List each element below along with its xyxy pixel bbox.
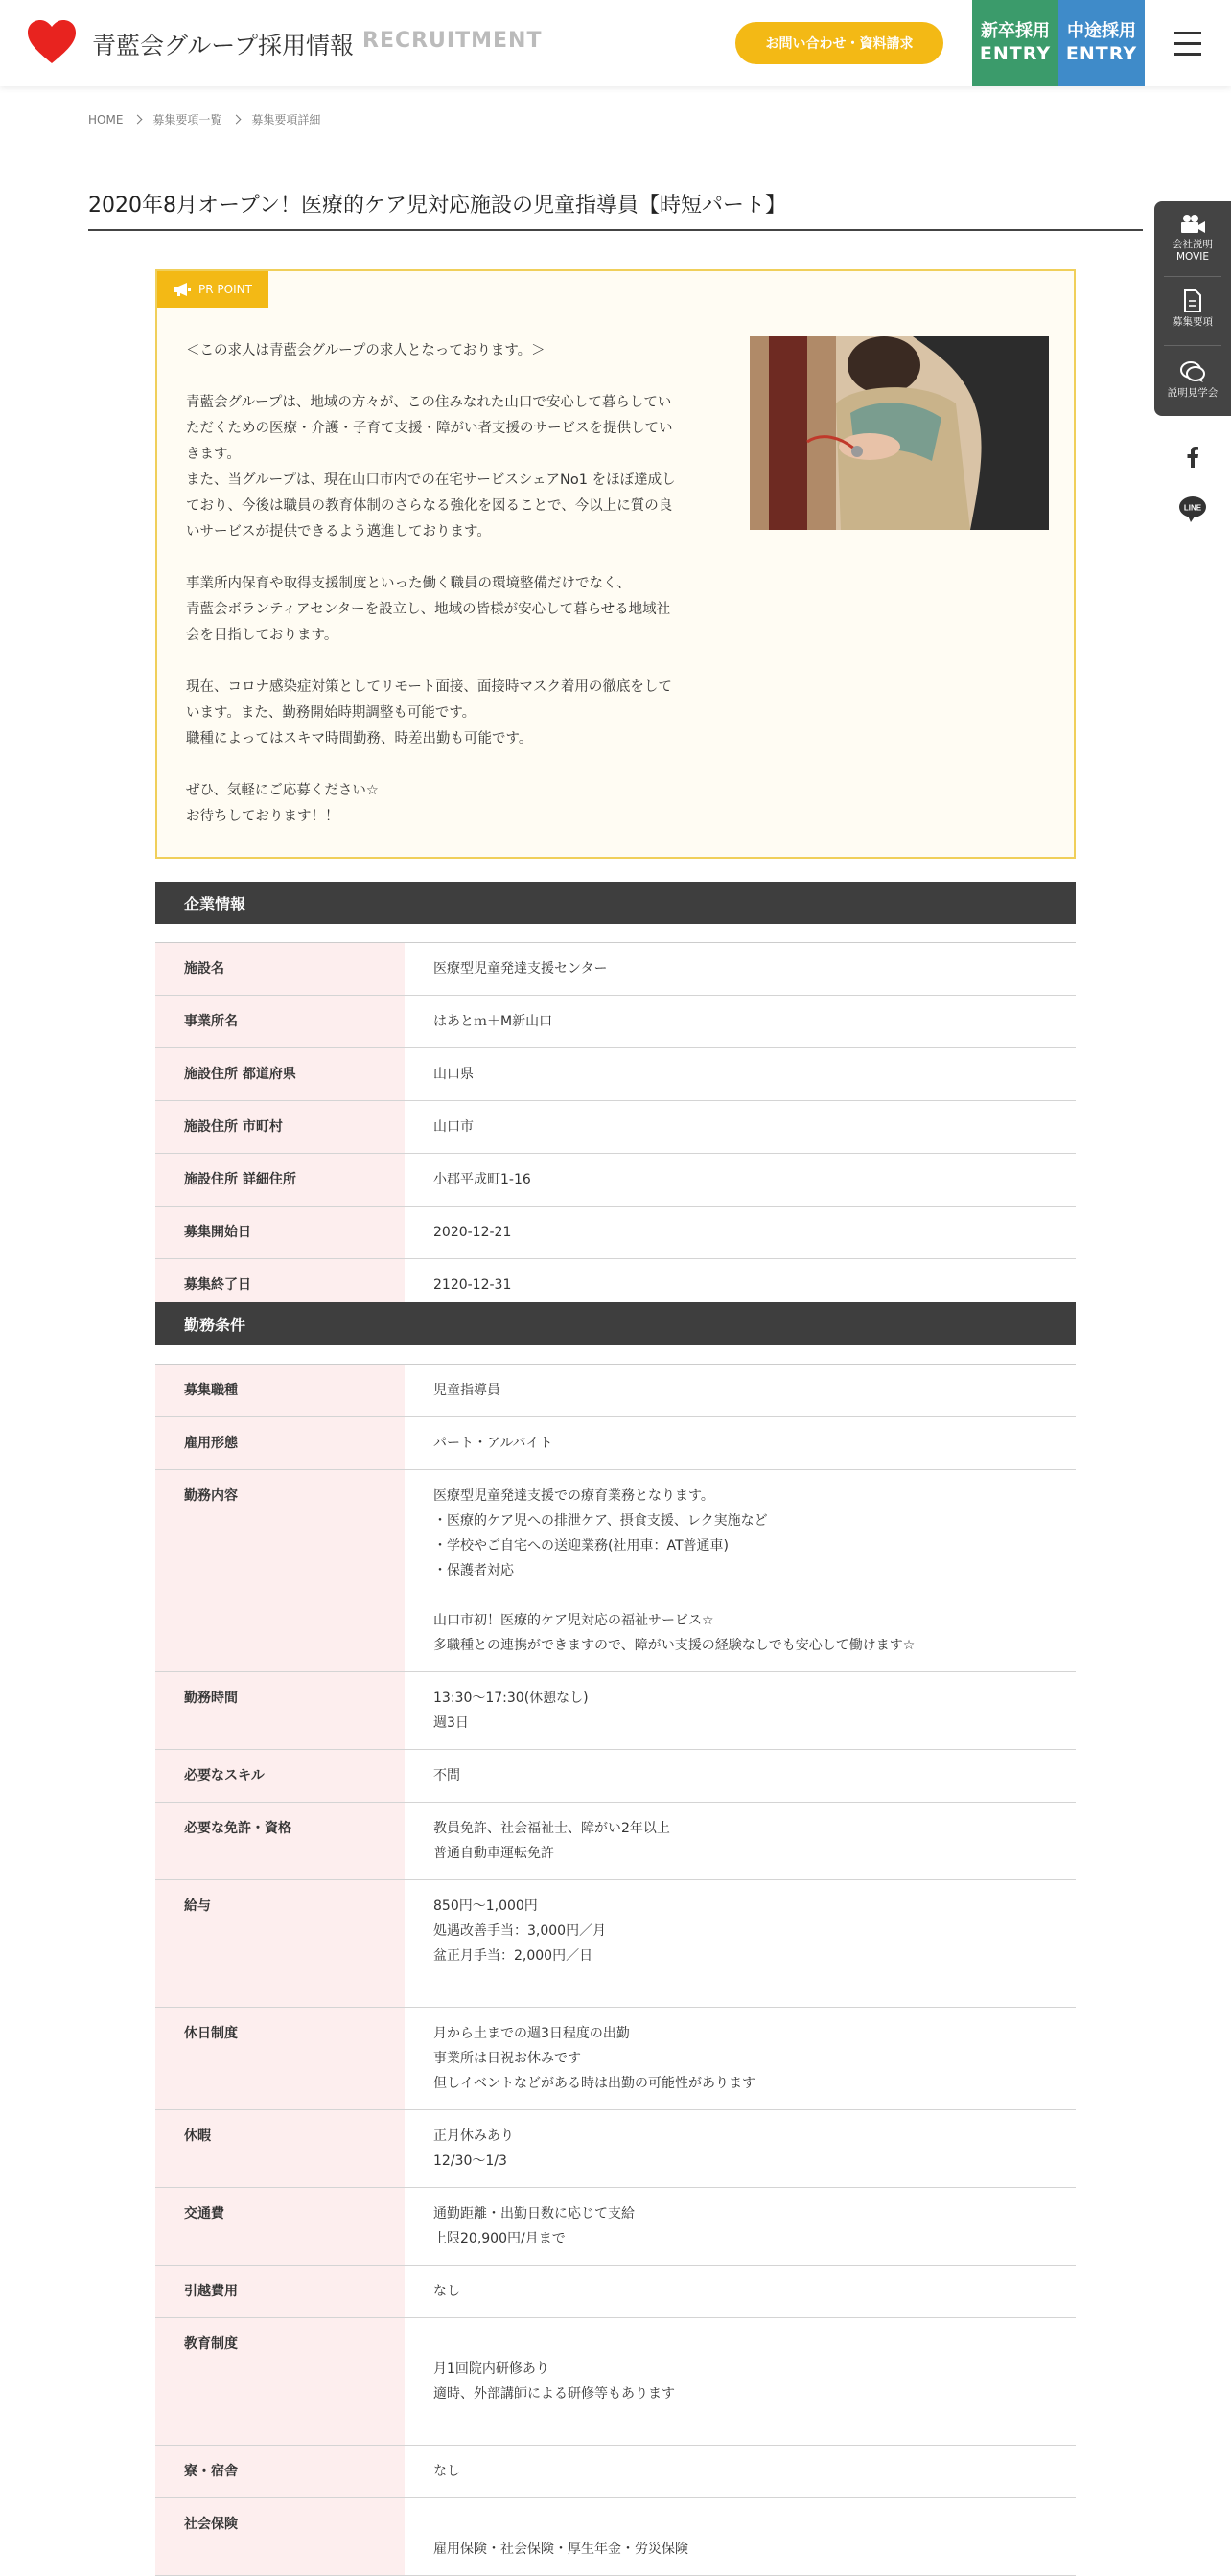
row-value-line [433,2406,1047,2431]
row-label: 事業所名 [155,996,405,1047]
row-value [405,2188,1076,2265]
row-label: 施設住所 詳細住所 [155,1154,405,1206]
row-value [405,1048,1076,1100]
mid-career-entry-button[interactable] [1058,0,1145,86]
megaphone-icon [174,283,191,296]
row-label: 施設住所 都道府県 [155,1048,405,1100]
row-value-line: 多職種との連携ができますので、障がい支援の経験なしでも安心して働けます☆ [433,1638,916,1653]
row-value-line: 週3日 [433,1715,469,1731]
row-value-line: ・学校やご自宅への送迎業務(社用車：AT普通車) [433,1538,729,1553]
row-label: 引越費用 [155,2266,405,2317]
row-value-line: 事業所は日祝お休みです [433,2051,581,2066]
row-value-line: 2020-12-21 [433,1225,512,1240]
pr-point-label: PR POINT [198,283,252,296]
work-conditions-heading: 勤務条件 [155,1302,1076,1345]
side-movie-sub: MOVIE [1175,251,1210,263]
row-label: 社会保険 [155,2498,405,2575]
row-label: 寮・宿舎 [155,2446,405,2497]
pr-paragraph-line: ＜この求人は青藍会グループの求人となっております。＞ [186,343,546,358]
row-value [405,996,1076,1047]
pr-paragraph-line: また、当グループは、現在山口市内での在宅サービスシェアNo1 をほぼ達成し [186,472,676,488]
row-label: 募集職種 [155,1365,405,1416]
pr-paragraph-line: 職種によってはスキマ時間勤務、時差出勤も可能です。 [186,731,533,747]
row-label: 施設住所 市町村 [155,1101,405,1153]
row-value-line: ・医療的ケア児への排泄ケア、摂食支援、レク実施など [433,1513,768,1529]
pr-paragraph-line: ただくための医療・介護・子育て支援・障がい者支援のサービスを提供してい [186,421,673,436]
table-row [155,943,1076,996]
row-label: 募集終了日 [155,1259,405,1311]
site-title[interactable]: 青藍会グループ採用情報 [92,32,355,59]
row-value-line [433,1968,1047,1993]
table-row [155,1365,1076,1417]
row-label: 勤務内容 [155,1470,405,1671]
work-conditions-table [155,1364,1076,2576]
pr-paragraph-line: ており、今後は職員の教育体制のさらなる強化を図ることで、今以上に質の良 [186,498,673,514]
row-label: 施設名 [155,943,405,995]
entry-mid-sub: ENTRY [1065,43,1138,65]
row-label: 必要なスキル [155,1750,405,1802]
site-header [0,0,1231,86]
pr-point-badge [157,271,268,308]
table-row [155,1048,1076,1101]
table-row [155,2110,1076,2188]
pr-paragraph-line: きます。 [186,447,241,462]
row-label: 雇用形態 [155,1417,405,1469]
breadcrumb [88,111,320,127]
pr-paragraph-line: 現在、コロナ感染症対策としてリモート面接、面接時マスク着用の徹底をして [186,679,672,695]
row-value-line: 不問 [433,1768,460,1783]
pr-paragraph-line [186,649,704,675]
table-row [155,1417,1076,1470]
pr-paragraph-line [186,752,704,778]
breadcrumb-current: 募集要項詳細 [251,113,321,126]
chevron-right-icon [232,115,242,125]
table-row [155,2318,1076,2446]
pr-paragraph-line: お待ちしております！！ [186,809,339,824]
new-graduate-entry-button[interactable] [972,0,1058,86]
contact-button[interactable]: お問い合わせ・資料請求 [735,22,943,64]
row-label: 休暇 [155,2110,405,2187]
pr-paragraph-line: 青藍会グループは、地域の方々が、この住みなれた山口で安心して暮らしてい [186,395,672,410]
table-row [155,1207,1076,1259]
row-value [405,1672,1076,1749]
entry-new-sub: ENTRY [979,43,1052,65]
side-navigation [1154,201,1231,416]
row-value [405,943,1076,995]
row-value-line: 山口市初！医療的ケア児対応の福祉サービス☆ [433,1613,714,1628]
row-value-line: 教員免許、社会福祉士、障がい2年以上 [433,1821,670,1836]
table-row [155,2188,1076,2266]
chevron-right-icon [133,115,143,125]
row-value-line: 処遇改善手当：3,000円／月 [433,1923,607,1939]
row-value-line [433,1583,1047,1608]
table-row [155,1880,1076,2008]
hamburger-menu-icon[interactable] [1163,27,1213,61]
pr-paragraph-line: 会を目指しております。 [186,628,338,643]
chat-bubbles-icon [1179,360,1206,383]
video-camera-icon [1179,214,1206,235]
row-value-line: 12/30～1/3 [433,2153,507,2169]
table-row [155,2498,1076,2576]
table-row [155,1470,1076,1672]
row-label: 教育制度 [155,2318,405,2445]
row-value-line: 上限20,900円/月まで [433,2231,566,2246]
row-value-line: 通勤距離・出勤日数に応じて支給 [433,2206,635,2221]
title-divider [88,229,1143,231]
row-value-line: 盆正月手当：2,000円／日 [433,1948,593,1964]
pr-paragraph-line: 事業所内保育や取得支援制度といった働く職員の環境整備だけでなく、 [186,576,631,591]
breadcrumb-list[interactable]: 募集要項一覧 [152,113,222,126]
row-value-line [433,2332,1047,2357]
pr-paragraph-line: 青藍会ボランティアセンターを設立し、地域の皆様が安心して暮らせる地域社 [186,602,671,617]
pr-paragraph-line: ぜひ、気軽にご応募ください☆ [186,783,379,798]
line-icon[interactable] [1178,494,1207,523]
row-value [405,2008,1076,2109]
side-seminar-label: 説明見学会 [1167,387,1219,400]
row-value-line: 普通自動車運転免許 [433,1846,554,1861]
side-item-movie[interactable] [1154,203,1231,274]
table-row [155,1803,1076,1880]
row-value-line: なし [433,2464,460,2479]
table-row [155,2008,1076,2110]
row-value-line: なし [433,2284,460,2299]
row-value [405,1101,1076,1153]
row-value-line: 山口市 [433,1119,474,1135]
document-icon [1184,289,1201,312]
table-row [155,2446,1076,2498]
entry-new-label: 新卒採用 [981,20,1050,41]
table-row [155,1101,1076,1154]
row-value [405,1207,1076,1258]
table-row [155,996,1076,1048]
row-label: 必要な免許・資格 [155,1803,405,1879]
entry-mid-label: 中途採用 [1067,20,1136,41]
row-value [405,1154,1076,1206]
site-subtitle: RECRUITMENT [362,29,543,53]
side-item-requirements[interactable] [1154,274,1231,345]
company-info-heading: 企業情報 [155,882,1076,924]
row-value [405,2498,1076,2575]
pr-paragraph-line [186,364,704,390]
company-info-table [155,942,1076,1312]
row-value-line: 医療型児童発達支援センター [433,961,608,977]
row-label: 勤務時間 [155,1672,405,1749]
row-value [405,1750,1076,1802]
row-value [405,1803,1076,1879]
row-value-line: 2120-12-31 [433,1277,512,1293]
row-value-line: 適時、外部講師による研修等もあります [433,2386,675,2402]
pr-point-box [155,269,1076,859]
row-label: 給与 [155,1880,405,2007]
row-value-line: 医療型児童発達支援での療育業務となります。 [433,1488,714,1504]
row-label: 募集開始日 [155,1207,405,1258]
row-value [405,2318,1076,2445]
row-value [405,2110,1076,2187]
table-row [155,2266,1076,2318]
page-title: 2020年8月オープン！医療的ケア児対応施設の児童指導員【時短パート】 [88,194,787,218]
row-value-line: 児童指導員 [433,1383,500,1398]
child-care-photo [750,336,1049,530]
table-row [155,1750,1076,1803]
row-value-line: 月1回院内研修あり [433,2361,549,2377]
facebook-icon[interactable] [1180,445,1205,470]
row-value [405,1470,1076,1671]
row-value-line [433,2512,1047,2537]
row-value-line: パート・アルバイト [433,1436,553,1451]
row-value-line: 正月休みあり [433,2128,514,2144]
row-value-line: はあとｍ＋M新山口 [433,1014,553,1029]
line-icon-label: LINE [1183,503,1202,513]
row-value [405,1880,1076,2007]
pr-paragraph-line [186,545,704,571]
row-value-line: 山口県 [433,1067,474,1082]
heart-logo-icon[interactable] [27,19,77,65]
row-label: 交通費 [155,2188,405,2265]
row-value-line: 13:30～17:30(休憩なし) [433,1690,589,1706]
row-value-line: 小郡平成町1-16 [433,1172,531,1187]
side-item-seminar[interactable] [1154,345,1231,416]
row-value-line: 月から土までの週3日程度の出勤 [433,2026,630,2041]
pr-paragraph-line: いサービスが提供できるよう邁進しております。 [186,524,491,540]
side-requirements-label: 募集要項 [1173,316,1213,329]
row-value [405,1417,1076,1469]
pr-paragraph-line: います。また、勤務開始時期調整も可能です。 [186,705,476,721]
row-value-line: 雇用保険・社会保険・厚生年金・労災保険 [433,2542,688,2557]
table-row [155,1672,1076,1750]
row-value-line: 850円〜1,000円 [433,1898,538,1914]
row-value-line: 但しイベントなどがある時は出勤の可能性があります [433,2076,755,2091]
row-value [405,1365,1076,1416]
row-label: 休日制度 [155,2008,405,2109]
row-value [405,2446,1076,2497]
breadcrumb-home[interactable]: HOME [88,112,124,126]
side-movie-label: 会社説明 [1173,238,1213,250]
pr-text [186,338,704,830]
row-value-line: ・保護者対応 [433,1563,514,1578]
table-row [155,1154,1076,1207]
row-value [405,2266,1076,2317]
